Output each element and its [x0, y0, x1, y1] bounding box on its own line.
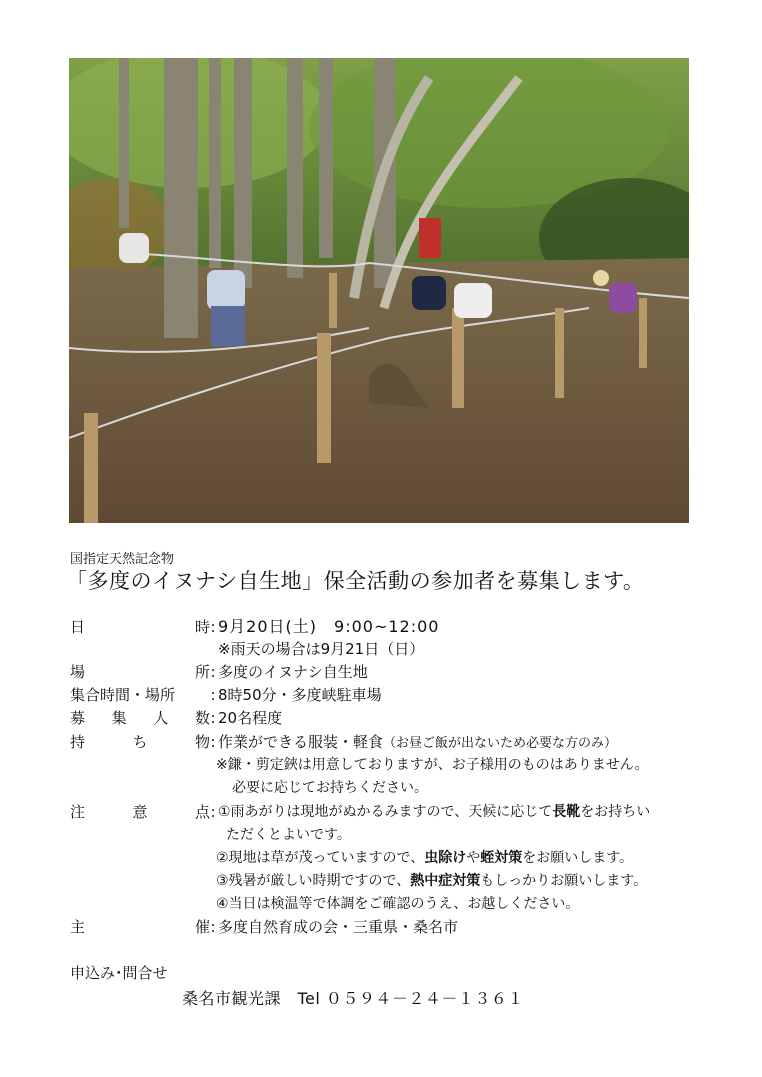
forest-volunteers-photo	[69, 58, 689, 523]
label-char: 人	[153, 709, 169, 727]
row-meeting	[70, 684, 690, 706]
row-place-label	[70, 661, 210, 683]
label-char: 日	[70, 618, 86, 636]
caution-text: をお願いします。	[522, 850, 634, 866]
headline: 「多度のイヌナシ自生地」保全活動の参加者を募集します。	[66, 569, 645, 593]
forest-photo	[69, 58, 689, 523]
items-main: 作業ができる服装・軽食	[218, 733, 384, 751]
label-char: 募	[70, 709, 86, 727]
label-char: 物	[194, 733, 210, 751]
label-char: 点	[194, 803, 210, 821]
row-organizer	[70, 916, 690, 938]
label-char: 所	[194, 663, 210, 681]
caution-text: をお持ちい	[580, 804, 651, 820]
organizer-value: 多度自然育成の会・三重県・桑名市	[218, 918, 459, 936]
caution-text: ①雨あがりは現地がぬかるみますので、天候に応じて	[218, 804, 553, 820]
label-char: 集	[111, 709, 127, 727]
row-caution-label	[70, 801, 210, 823]
caution-3	[216, 870, 647, 892]
caution-1-cont: ただくとよいです。	[226, 827, 351, 843]
colon: :	[210, 733, 216, 751]
colon: :	[210, 663, 216, 681]
row-capacity	[70, 707, 690, 729]
label-text: 集合時間・場所	[70, 686, 176, 704]
caution-text: もしっかりお願いします。	[480, 873, 648, 889]
label-char: 持	[70, 733, 86, 751]
tools-note: ※鎌・剪定鋏は用意しておりますが、お子様用のものはありません。	[216, 757, 649, 773]
row-place	[70, 661, 690, 683]
caution-bold: 蛭対策	[480, 850, 523, 866]
row-caution	[70, 801, 690, 823]
meeting-value: 8時50分・多度峡駐車場	[218, 686, 382, 704]
place-value: 多度のイヌナシ自生地	[218, 663, 368, 681]
row-items	[70, 731, 710, 753]
caution-1	[218, 801, 650, 823]
contact-line: 桑名市観光課 Tel ０５９４－２４－１３６１	[182, 989, 524, 1008]
colon: :	[210, 618, 216, 636]
subtitle: 国指定天然記念物	[70, 552, 175, 567]
label-char: 催	[194, 918, 210, 936]
label-char: 場	[70, 663, 86, 681]
contact-heading: 申込み･問合せ	[70, 964, 168, 982]
row-organizer-label	[70, 916, 210, 938]
caution-bold: 熱中症対策	[410, 873, 481, 889]
rain-note: ※雨天の場合は9月21日（日）	[218, 640, 425, 658]
label-char: 注	[70, 803, 86, 821]
label-char: 時	[194, 618, 210, 636]
caution-text: や	[466, 850, 481, 866]
label-char: 数	[194, 709, 210, 727]
colon: :	[210, 803, 216, 821]
tools-note-2: 必要に応じてお持ちください。	[232, 780, 428, 796]
caution-text: ③残暑が厳しい時期ですので、	[216, 873, 411, 889]
capacity-value: 20名程度	[218, 709, 283, 727]
colon: :	[210, 709, 216, 727]
row-date-label	[70, 616, 210, 638]
colon: :	[210, 918, 216, 936]
caution-bold: 虫除け	[424, 850, 467, 866]
colon: :	[210, 686, 216, 704]
row-meeting-label	[70, 684, 210, 706]
caution-bold: 長靴	[552, 804, 581, 820]
row-capacity-label	[70, 707, 210, 729]
row-date	[70, 616, 690, 638]
caution-2	[216, 847, 633, 869]
caution-text: ②現地は草が茂っていますので、	[216, 850, 425, 866]
items-paren: （お昼ご飯が出ないため必要な方のみ）	[383, 736, 618, 751]
label-char: 主	[70, 918, 86, 936]
caution-4: ④当日は検温等で体調をご確認のうえ、お越しください。	[216, 896, 580, 912]
label-char: 意	[132, 803, 148, 821]
date-value: 9月20日(土) 9:00~12:00	[218, 617, 440, 636]
row-items-label	[70, 731, 210, 753]
label-char: ち	[132, 733, 148, 751]
items-value	[218, 731, 617, 755]
